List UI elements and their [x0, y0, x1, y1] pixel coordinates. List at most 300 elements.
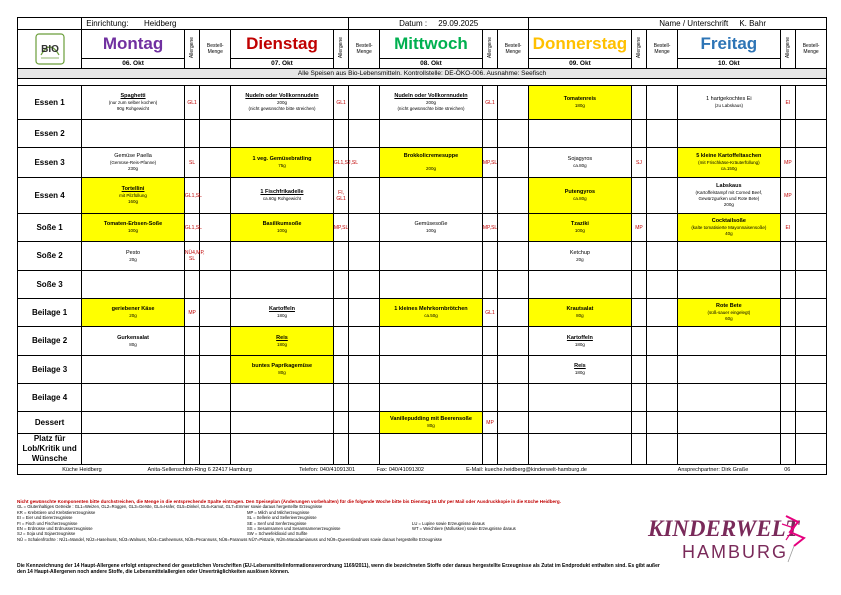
menu-row — [18, 271, 827, 299]
bestell-input[interactable] — [200, 242, 231, 271]
allergen-cell — [482, 242, 497, 271]
dish-cell — [82, 412, 185, 434]
row-label: Essen 2 — [18, 120, 82, 148]
bestell-input[interactable] — [647, 271, 678, 299]
einrichtung-value: Heidberg — [144, 18, 177, 28]
bestell-input[interactable] — [349, 412, 380, 434]
dish-name: Rote Bete — [716, 303, 742, 309]
bestell-input[interactable] — [796, 299, 827, 327]
dish-cell — [82, 120, 185, 148]
dish-name: Tzaziki — [570, 221, 589, 227]
dish-cell — [529, 299, 632, 327]
dish-cell — [82, 271, 185, 299]
allergen-cell: MP,SL — [482, 214, 497, 242]
row-label: Soße 2 — [18, 242, 82, 271]
menu-row — [18, 299, 827, 327]
dish-detail: 20g — [576, 256, 584, 262]
bestell-input[interactable] — [796, 271, 827, 299]
bestell-input[interactable] — [498, 384, 529, 412]
day-header-4 — [529, 30, 632, 59]
bestell-label: Bestell- Menge — [206, 43, 224, 55]
dish-cell — [82, 327, 185, 356]
legend-entry: WT = Weichtiere (Mollusken) sowie Erzeugnisse daraus — [412, 526, 516, 532]
dish-detail: 180g — [276, 313, 287, 318]
dish-cell — [677, 271, 780, 299]
notice-text: Alle Speisen aus Bio-Lebensmitteln. Kontrollstelle: DE-ÖKO-006. Ausnahme: Seefisch — [18, 69, 827, 79]
footer-ansprechpartner: Ansprechpartner: Dirk Graße — [677, 466, 749, 473]
bestell-header — [498, 30, 529, 69]
dish-detail: 20g — [129, 256, 137, 262]
bestell-input[interactable] — [200, 356, 231, 384]
bestell-input[interactable] — [200, 120, 231, 148]
bestell-input[interactable] — [796, 384, 827, 412]
bestell-input[interactable] — [200, 384, 231, 412]
dish-detail: 100g — [574, 228, 585, 233]
bestell-header — [200, 30, 231, 69]
bestell-input[interactable] — [200, 327, 231, 356]
dish-name: Labskaus — [716, 183, 742, 189]
allergen-cell: EI — [780, 86, 795, 120]
row-label: Beilage 1 — [18, 299, 82, 327]
footer-seite: 06 — [784, 466, 791, 473]
dish-detail: 200g — [276, 100, 287, 105]
bestell-input[interactable] — [796, 412, 827, 434]
bestell-input[interactable] — [349, 327, 380, 356]
dish-cell — [231, 242, 334, 271]
dish-name: Krautsalat — [566, 306, 594, 312]
dish-name: Tomatenreis — [563, 96, 597, 102]
dish-name: Tomaten-Erbsen-Soße — [103, 221, 163, 227]
dish-detail: 180g — [574, 370, 585, 375]
day-date-1: 06. Okt — [82, 59, 185, 69]
dish-cell — [677, 178, 780, 214]
dish-detail: 180g — [574, 103, 585, 108]
allergene-header — [631, 30, 646, 69]
dish-name: 1 hartgekochtes Ei — [706, 96, 752, 102]
allergen-cell — [631, 120, 646, 148]
allergen-cell — [780, 412, 795, 434]
dish-name: 1 kleines Mehrkornbrötchen — [394, 306, 468, 312]
bestell-input[interactable] — [498, 271, 529, 299]
dish-cell — [82, 86, 185, 120]
dish-detail: (Gemüse-Reis-Pfanne) — [109, 160, 157, 165]
bestell-input[interactable] — [647, 356, 678, 384]
fineprint-line-2: den 14 Haupt-Allergenen noch andere Stoffe, die Lebensmittelallergien oder Unverträglichkeiten auslösen können. — [17, 569, 290, 576]
allergen-cell — [333, 242, 348, 271]
bestell-input[interactable] — [498, 356, 529, 384]
datum-value: 29.09.2025 — [438, 18, 479, 28]
allergen-cell: GL1 — [184, 86, 199, 120]
day-name: Dienstag — [246, 34, 318, 53]
row-label: Platz für Lob/Kritik und Wünsche — [18, 434, 82, 465]
footer-cell — [18, 465, 827, 475]
menu-row — [18, 86, 827, 120]
legend-red-note: Nicht gewünschte Komponenten bitte durchstreichen, die Menge in die entsprechende Spalte eintragen. Den Speiseplan (Änderungen vorbehalten) für die folgende Woche bitte bis Dienstag 16 Uhr per Mail oder Ausdruckkopie in die Küche Heidberg. — [17, 499, 561, 504]
footer-adresse: Anita-Sellenschloh-Ring 6 22417 Hamburg — [147, 466, 252, 473]
allergen-cell — [631, 86, 646, 120]
day-date-5: 10. Okt — [677, 59, 780, 69]
bestell-input[interactable] — [349, 120, 380, 148]
bestell-input[interactable] — [796, 242, 827, 271]
dish-cell — [529, 384, 632, 412]
legend-gluten: GL = Glutenhaltiges Getreide : GL1=Weizen, GL2=Roggen, GL3=Gerste, GL4=Hafer, GL5=Dinkel, GL6=Kamut, GL7=Emmer sowie daraus hergestellte Erzeugnisse — [17, 504, 323, 510]
bestell-label: Bestell- Menge — [504, 43, 522, 55]
day-header-3 — [380, 30, 483, 59]
bestell-input[interactable] — [349, 299, 380, 327]
dish-detail: (nicht gewünschte bitte streichen) — [248, 106, 316, 111]
bio-logo-cell — [18, 30, 82, 69]
allergene-header — [482, 30, 497, 69]
dish-detail: Gewürzgurken und Rote Bete) — [698, 196, 760, 201]
allergen-cell: MP — [184, 299, 199, 327]
dish-cell — [677, 434, 780, 465]
menu-row — [18, 412, 827, 434]
dish-detail: (zu Labskaus) — [714, 103, 743, 108]
dish-cell — [82, 148, 185, 178]
bestell-input[interactable] — [200, 178, 231, 214]
legend-entry: SE = Senf und Senferzeugnisse — [247, 520, 307, 526]
dish-cell — [529, 242, 632, 271]
bestell-input[interactable] — [200, 148, 231, 178]
bestell-input[interactable] — [349, 86, 380, 120]
dish-cell — [82, 384, 185, 412]
day-name: Montag — [102, 34, 164, 53]
bestell-input[interactable] — [796, 434, 827, 465]
allergen-cell: GL1,SL — [184, 178, 199, 214]
allergen-cell — [333, 327, 348, 356]
bestell-input[interactable] — [498, 214, 529, 242]
allergen-cell — [631, 356, 646, 384]
allergen-cell — [333, 120, 348, 148]
bestell-input[interactable] — [647, 412, 678, 434]
dish-name: Nudeln oder Vollkornnudeln — [245, 93, 319, 99]
legend-entry: SS = Sesamsamen und Sesamsamenerzeugnisse — [247, 526, 341, 532]
menu-row — [18, 242, 827, 271]
name-value: K. Bahr — [739, 18, 766, 28]
bestell-input[interactable] — [498, 299, 529, 327]
dish-cell — [380, 148, 483, 178]
menu-row — [18, 148, 827, 178]
allergene-header — [184, 30, 199, 69]
row-label: Essen 4 — [18, 178, 82, 214]
dish-detail: 100g — [128, 228, 139, 233]
bestell-input[interactable] — [796, 214, 827, 242]
bestell-header — [796, 30, 827, 69]
allergen-cell — [184, 327, 199, 356]
allergen-cell: GL1 — [482, 86, 497, 120]
allergen-cell — [333, 299, 348, 327]
dish-cell — [380, 271, 483, 299]
dish-name: Gurkensalat — [117, 334, 149, 341]
allergen-cell: MP,SL — [482, 148, 497, 178]
legend-entry: EN = Erdnüsse und Erdnusserzeugnisse — [17, 526, 93, 532]
dish-detail: mit Pilzfüllung — [119, 193, 147, 198]
dish-cell — [231, 412, 334, 434]
kinderwelt-logo — [648, 512, 808, 564]
header-datum — [349, 18, 529, 30]
bestell-input[interactable] — [349, 271, 380, 299]
legend-entry: LU = Lupine sowie Erzeugnisse daraus — [412, 520, 485, 526]
allergen-cell — [780, 384, 795, 412]
dish-detail: 90g Rohgewicht — [116, 106, 150, 111]
day-name: Freitag — [700, 34, 758, 53]
dish-cell — [529, 148, 632, 178]
dish-cell — [82, 178, 185, 214]
allergen-cell — [482, 178, 497, 214]
bio-logo-icon — [35, 33, 65, 65]
dish-detail: 200g — [425, 100, 436, 105]
allergen-cell — [482, 120, 497, 148]
header-einrichtung — [82, 18, 349, 30]
allergen-cell — [482, 384, 497, 412]
bestell-input[interactable] — [796, 327, 827, 356]
dish-detail: (nicht gewünschte bitte streichen) — [397, 106, 465, 111]
dish-cell — [82, 356, 185, 384]
bestell-input[interactable] — [647, 242, 678, 271]
bestell-input[interactable] — [647, 178, 678, 214]
allergen-cell — [333, 384, 348, 412]
dish-cell — [231, 327, 334, 356]
allergen-cell — [482, 356, 497, 384]
dish-cell — [677, 384, 780, 412]
einrichtung-label: Einrichtung: — [86, 18, 129, 28]
allergen-cell — [631, 412, 646, 434]
spacer-row — [18, 79, 827, 86]
bestell-input[interactable] — [796, 86, 827, 120]
dish-name: Putengyros — [564, 189, 596, 195]
bestell-input[interactable] — [200, 271, 231, 299]
dish-cell — [82, 242, 185, 271]
allergene-label: Allergene — [487, 37, 494, 59]
day-date-2: 07. Okt — [231, 59, 334, 69]
menu-row — [18, 434, 827, 465]
allergen-cell: NÜ4,MP, SL — [184, 242, 199, 271]
allergen-legend — [17, 499, 627, 542]
allergen-cell — [631, 434, 646, 465]
bio-logo-text: BIO — [40, 44, 59, 55]
bestell-input[interactable] — [498, 412, 529, 434]
allergen-cell: MP,SL — [333, 214, 348, 242]
bestell-input[interactable] — [647, 214, 678, 242]
allergen-cell: MP — [482, 412, 497, 434]
dish-detail: 100g — [425, 228, 436, 233]
bestell-input[interactable] — [647, 86, 678, 120]
allergen-cell: MP — [780, 148, 795, 178]
dish-cell — [380, 86, 483, 120]
legend-nuts: NÜ = Schalenfrüchte : NÜ1=Mandel, NÜ2=Haselnuss, NÜ3=Walnuss, NÜ4=Cashewnuss, NÜ5=Pecannuss, NÜ6=Paranuss NÜ7=Pistazie, NÜ8=Macadamianuss und NÜ9=Queenslandnuss sowie daraus hergestellte Erzeugnisse — [17, 536, 443, 542]
legend-col1 — [17, 510, 247, 537]
dish-cell — [380, 242, 483, 271]
legend-entry: KR = Krebstiere und Krebstiererzeugnisse — [17, 509, 96, 515]
bestell-input[interactable] — [200, 412, 231, 434]
dish-detail: 20g — [129, 313, 137, 318]
dish-cell — [231, 434, 334, 465]
dish-cell — [231, 148, 334, 178]
dish-detail: 180g — [276, 341, 287, 347]
dish-cell — [231, 384, 334, 412]
allergen-cell — [184, 384, 199, 412]
menu-table — [17, 17, 827, 475]
bestell-input[interactable] — [796, 178, 827, 214]
row-label: Essen 3 — [18, 148, 82, 178]
bestell-input[interactable] — [647, 384, 678, 412]
dish-name: Basilikumsoße — [262, 221, 302, 227]
footer-kueche: Küche Heidberg — [62, 466, 102, 473]
dish-detail: (Kartoffelstampf mit Corned Beef, — [695, 190, 763, 195]
dish-cell — [231, 356, 334, 384]
dish-detail: ca.50g — [424, 313, 438, 318]
dish-cell — [380, 412, 483, 434]
dish-cell — [529, 412, 632, 434]
dish-cell — [677, 214, 780, 242]
row-label: Beilage 4 — [18, 384, 82, 412]
dish-name: Pesto — [126, 249, 141, 256]
allergene-label: Allergene — [338, 37, 345, 59]
bestell-input[interactable] — [647, 299, 678, 327]
dish-cell — [529, 214, 632, 242]
dish-cell — [82, 434, 185, 465]
dish-detail: 80g — [576, 313, 584, 318]
allergen-cell — [184, 356, 199, 384]
bestell-input[interactable] — [498, 86, 529, 120]
allergen-cell: MP — [780, 178, 795, 214]
bestell-input[interactable] — [796, 120, 827, 148]
dish-name: Reis — [276, 334, 288, 341]
bestell-input[interactable] — [349, 356, 380, 384]
bestell-input[interactable] — [796, 356, 827, 384]
bestell-label: Bestell- Menge — [355, 43, 373, 55]
bestell-input[interactable] — [349, 178, 380, 214]
allergen-cell — [631, 178, 646, 214]
allergen-cell — [333, 434, 348, 465]
dish-detail: 75g — [278, 163, 286, 168]
bestell-input[interactable] — [647, 120, 678, 148]
dish-detail: (mit Frischkäse-Kräuterfüllung) — [698, 160, 760, 165]
allergen-cell — [184, 271, 199, 299]
allergen-cell — [631, 299, 646, 327]
legend-col2 — [247, 510, 412, 537]
bestell-header — [647, 30, 678, 69]
dish-cell — [380, 299, 483, 327]
dish-name: Cocktailsoße — [711, 218, 746, 224]
dish-cell — [677, 299, 780, 327]
allergene-label: Allergene — [784, 37, 791, 59]
row-label: Beilage 2 — [18, 327, 82, 356]
bestell-input[interactable] — [498, 148, 529, 178]
footer-email[interactable]: E-Mail: kueche.heidberg@kinderwelt-hamburg.de — [466, 466, 587, 473]
allergen-cell — [780, 434, 795, 465]
allergene-header — [333, 30, 348, 69]
days-row — [18, 30, 827, 59]
datum-label: Datum : — [399, 18, 428, 28]
bestell-input[interactable] — [498, 178, 529, 214]
bestell-label: Bestell- Menge — [802, 43, 820, 55]
bestell-input[interactable] — [498, 434, 529, 465]
dish-cell — [380, 214, 483, 242]
dish-name: Gemüsesoße — [414, 221, 448, 227]
dish-detail: 80g — [129, 341, 137, 347]
menu-row — [18, 178, 827, 214]
bestell-input[interactable] — [498, 120, 529, 148]
dish-cell — [529, 120, 632, 148]
row-label: Beilage 3 — [18, 356, 82, 384]
allergen-cell — [780, 120, 795, 148]
allergen-cell — [631, 327, 646, 356]
dish-cell — [231, 178, 334, 214]
dish-detail: 60g — [725, 316, 733, 321]
dish-cell — [529, 327, 632, 356]
dish-cell — [529, 271, 632, 299]
dish-cell — [677, 86, 780, 120]
dish-cell — [380, 120, 483, 148]
dish-name: Kartoffeln — [268, 306, 295, 312]
allergen-cell — [631, 384, 646, 412]
bestell-input[interactable] — [498, 327, 529, 356]
dish-detail: 200g — [425, 166, 436, 171]
dish-cell — [231, 271, 334, 299]
day-date-3: 08. Okt — [380, 59, 483, 69]
bestell-input[interactable] — [647, 434, 678, 465]
name-label: Name / Unterschrift — [659, 18, 729, 28]
menu-row — [18, 356, 827, 384]
dish-cell — [82, 214, 185, 242]
footer-telefon: Telefon: 040/41091301 — [299, 466, 356, 473]
dish-detail: 230g — [128, 166, 139, 171]
footer-row — [18, 465, 827, 475]
bestell-input[interactable] — [200, 86, 231, 120]
bestell-input[interactable] — [349, 384, 380, 412]
bestell-input[interactable] — [498, 242, 529, 271]
dish-name: geriebener Käse — [111, 306, 155, 312]
allergen-cell — [184, 120, 199, 148]
bestell-input[interactable] — [200, 214, 231, 242]
footer-fax: Fax: 040/41091302 — [376, 466, 424, 473]
header-blank — [18, 18, 82, 30]
bestell-input[interactable] — [349, 214, 380, 242]
allergen-cell: MP — [631, 214, 646, 242]
dish-name: 1 Fischfrikadelle — [260, 189, 304, 195]
bestell-input[interactable] — [200, 299, 231, 327]
dish-cell — [677, 412, 780, 434]
dish-cell — [380, 384, 483, 412]
bestell-input[interactable] — [349, 434, 380, 465]
bestell-input[interactable] — [647, 327, 678, 356]
dish-cell — [529, 178, 632, 214]
dish-detail: 40g — [725, 231, 733, 236]
hamburg-wordmark: HAMBURG — [682, 542, 789, 562]
dish-name: buntes Paprikagemüse — [251, 363, 313, 369]
dish-detail: 80g — [427, 423, 435, 428]
dish-detail: (süß-sauer eingelegt) — [707, 310, 751, 315]
allergen-cell: EI — [780, 214, 795, 242]
row-label: Essen 1 — [18, 86, 82, 120]
allergen-cell — [333, 271, 348, 299]
dish-cell — [231, 214, 334, 242]
bestell-input[interactable] — [200, 434, 231, 465]
dish-detail: 180g — [574, 341, 585, 347]
dish-detail: ca.150g — [720, 166, 737, 171]
bestell-input[interactable] — [796, 148, 827, 178]
bestell-input[interactable] — [647, 148, 678, 178]
allergene-label: Allergene — [635, 37, 642, 59]
fineprint-line-1: Die Kennzeichnung der 14 Haupt-Allergene erfolgt entsprechend der gesetzlichen Vorschriften (EU-Lebensmittelinformationsverordnung 1169/2011), wenn die bezeichneten Stoffe oder daraus hergestellte Erzeugnisse als Zutat im Endprodukt enthalten sind. Es gibt außer — [17, 563, 660, 569]
dish-cell — [677, 148, 780, 178]
bestell-input[interactable] — [349, 242, 380, 271]
dish-name: Sojagyros — [567, 156, 593, 162]
allergen-cell — [333, 412, 348, 434]
row-label: Soße 1 — [18, 214, 82, 242]
dish-cell — [529, 434, 632, 465]
